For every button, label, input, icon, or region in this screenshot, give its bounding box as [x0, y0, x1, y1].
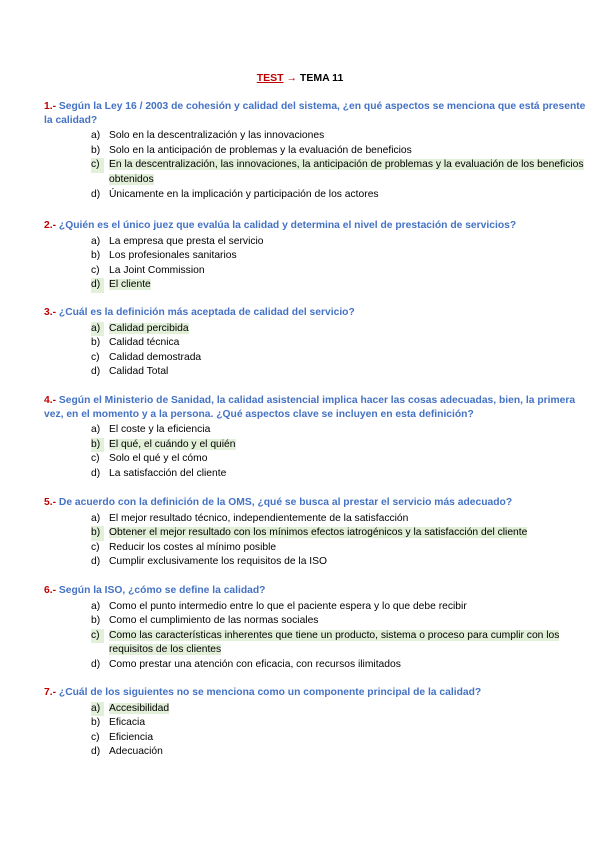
option-a	[44, 235, 599, 250]
option-letter: b)	[91, 438, 104, 453]
options-list	[44, 322, 592, 380]
option-c	[44, 264, 599, 279]
option-text: El qué, el cuándo y el quién	[109, 438, 236, 450]
option-text: Obtener el mejor resultado con los mínimos efectos iatrogénicos y la satisfacción del cliente	[109, 527, 528, 539]
option-b	[44, 716, 599, 731]
page-title	[0, 72, 600, 84]
option-text: Reducir los costes al mínimo posible	[109, 541, 277, 553]
option-text: El cliente	[109, 279, 151, 291]
option-b	[44, 144, 599, 159]
option-text: Solo en la descentralización y las innovaciones	[109, 130, 325, 142]
option-letter: c)	[91, 629, 104, 644]
question-number: 7.-	[44, 687, 57, 698]
option-c-correct	[44, 158, 599, 187]
question-label: ¿Quién es el único juez que evalúa la calidad y determina el nivel de prestación de servicios?	[58, 220, 517, 231]
option-text: Los profesionales sanitarios	[109, 250, 237, 262]
question-4	[44, 394, 592, 482]
option-c	[44, 452, 599, 467]
option-letter: a)	[91, 235, 101, 247]
option-text: Accesibilidad	[109, 702, 170, 714]
option-letter: d)	[91, 188, 101, 200]
option-text: Calidad demostrada	[109, 351, 202, 363]
option-a	[44, 512, 599, 527]
option-d	[44, 658, 599, 673]
options-list	[44, 600, 592, 673]
question-7	[44, 686, 592, 760]
option-text: Solo en la anticipación de problemas y la evaluación de beneficios	[109, 144, 412, 156]
question-label: De acuerdo con la definición de la OMS, ¿qué se busca al prestar el servicio más adecuado?	[58, 497, 513, 508]
option-text: La Joint Commission	[109, 264, 205, 276]
option-letter: d)	[91, 467, 101, 479]
question-label: ¿Cuál es la definición más aceptada de calidad del servicio?	[58, 307, 355, 318]
option-letter: a)	[91, 130, 101, 142]
option-letter: d)	[91, 658, 101, 670]
option-a	[44, 423, 599, 438]
option-d	[44, 188, 599, 203]
option-letter: b)	[91, 337, 101, 349]
option-text: Como las características inherentes que tiene un producto, sistema o proceso para cumplir con los requisitos de los clientes	[109, 629, 560, 656]
option-d	[44, 555, 599, 570]
option-letter: c)	[91, 158, 104, 173]
option-d	[44, 745, 599, 760]
option-a	[44, 600, 599, 615]
option-letter: c)	[91, 351, 100, 363]
option-text: Como el cumplimiento de las normas sociales	[109, 615, 319, 627]
option-c	[44, 351, 599, 366]
option-b-correct	[44, 438, 599, 453]
option-letter: c)	[91, 264, 100, 276]
option-text: El coste y la eficiencia	[109, 424, 211, 436]
options-list	[44, 512, 592, 570]
option-letter: a)	[91, 424, 101, 436]
option-c	[44, 731, 599, 746]
question-text	[44, 219, 592, 233]
question-text	[44, 584, 592, 598]
options-list	[44, 702, 592, 760]
question-text	[44, 394, 592, 421]
option-letter: b)	[91, 250, 101, 262]
option-c	[44, 541, 599, 556]
option-text: Solo el qué y el cómo	[109, 453, 208, 465]
question-label: ¿Cuál de los siguientes no se menciona como un componente principal de la calidad?	[58, 687, 482, 698]
question-label: Según la Ley 16 / 2003 de cohesión y calidad del sistema, ¿en qué aspectos se menciona que está presente la calidad?	[44, 101, 586, 126]
option-letter: c)	[91, 731, 100, 743]
question-text	[44, 496, 592, 510]
question-text	[44, 100, 592, 127]
option-letter: d)	[91, 556, 101, 568]
option-letter: b)	[91, 526, 104, 541]
option-d-correct	[44, 278, 599, 293]
option-text: Calidad técnica	[109, 337, 180, 349]
question-number: 3.-	[44, 307, 57, 318]
option-text: El mejor resultado técnico, independientemente de la satisfacción	[109, 512, 409, 524]
title-arrow: →	[286, 72, 297, 84]
option-b	[44, 336, 599, 351]
option-b-correct	[44, 526, 599, 541]
title-topic: TEMA 11	[299, 72, 344, 84]
option-letter: d)	[91, 746, 101, 758]
option-text: Cumplir exclusivamente los requisitos de la ISO	[109, 556, 328, 568]
option-letter: c)	[91, 453, 100, 465]
question-number: 1.-	[44, 101, 57, 112]
question-text	[44, 306, 592, 320]
option-letter: b)	[91, 144, 101, 156]
option-letter: d)	[91, 278, 104, 293]
option-text: La satisfacción del cliente	[109, 467, 227, 479]
option-text: Como el punto intermedio entre lo que el paciente espera y lo que debe recibir	[109, 600, 467, 612]
question-text	[44, 686, 592, 700]
question-label: Según la ISO, ¿cómo se define la calidad?	[58, 585, 266, 596]
option-text: Eficacia	[109, 717, 146, 729]
question-5	[44, 496, 592, 570]
question-2	[44, 219, 592, 293]
option-text: En la descentralización, las innovaciones, la anticipación de problemas y la evaluación de los beneficios obtenidos	[109, 159, 584, 185]
option-letter: b)	[91, 717, 101, 729]
option-text: Calidad Total	[109, 366, 169, 378]
question-number: 6.-	[44, 585, 57, 596]
question-1	[44, 100, 592, 202]
option-d	[44, 467, 599, 482]
option-text: La empresa que presta el servicio	[109, 235, 264, 247]
option-letter: a)	[91, 600, 101, 612]
option-text: Adecuación	[109, 746, 163, 758]
options-list	[44, 235, 592, 293]
title-test: TEST	[256, 72, 284, 84]
option-b	[44, 614, 599, 629]
option-letter: d)	[91, 366, 101, 378]
option-letter: a)	[91, 322, 104, 337]
option-letter: c)	[91, 541, 100, 553]
option-a-correct	[44, 322, 599, 337]
question-number: 5.-	[44, 497, 57, 508]
option-letter: a)	[91, 702, 104, 717]
question-label: Según el Ministerio de Sanidad, la calidad asistencial implica hacer las cosas adecuadas, bien, la primera vez, en el momento y a la persona. ¿Qué aspectos clave se incluyen en esta definición?	[44, 395, 576, 420]
option-a-correct	[44, 702, 599, 717]
option-text: Como prestar una atención con eficacia, con recursos ilimitados	[109, 658, 401, 670]
option-letter: a)	[91, 512, 101, 524]
options-list	[44, 423, 592, 481]
option-letter: b)	[91, 615, 101, 627]
question-3	[44, 306, 592, 380]
option-d	[44, 365, 599, 380]
options-list	[44, 129, 592, 202]
question-6	[44, 584, 592, 673]
option-text: Calidad percibida	[109, 322, 189, 334]
option-text: Eficiencia	[109, 731, 154, 743]
question-number: 4.-	[44, 395, 57, 406]
option-c-correct	[44, 629, 599, 658]
option-text: Únicamente en la implicación y participación de los actores	[109, 188, 379, 200]
option-a	[44, 129, 599, 144]
question-number: 2.-	[44, 220, 57, 231]
option-b	[44, 249, 599, 264]
